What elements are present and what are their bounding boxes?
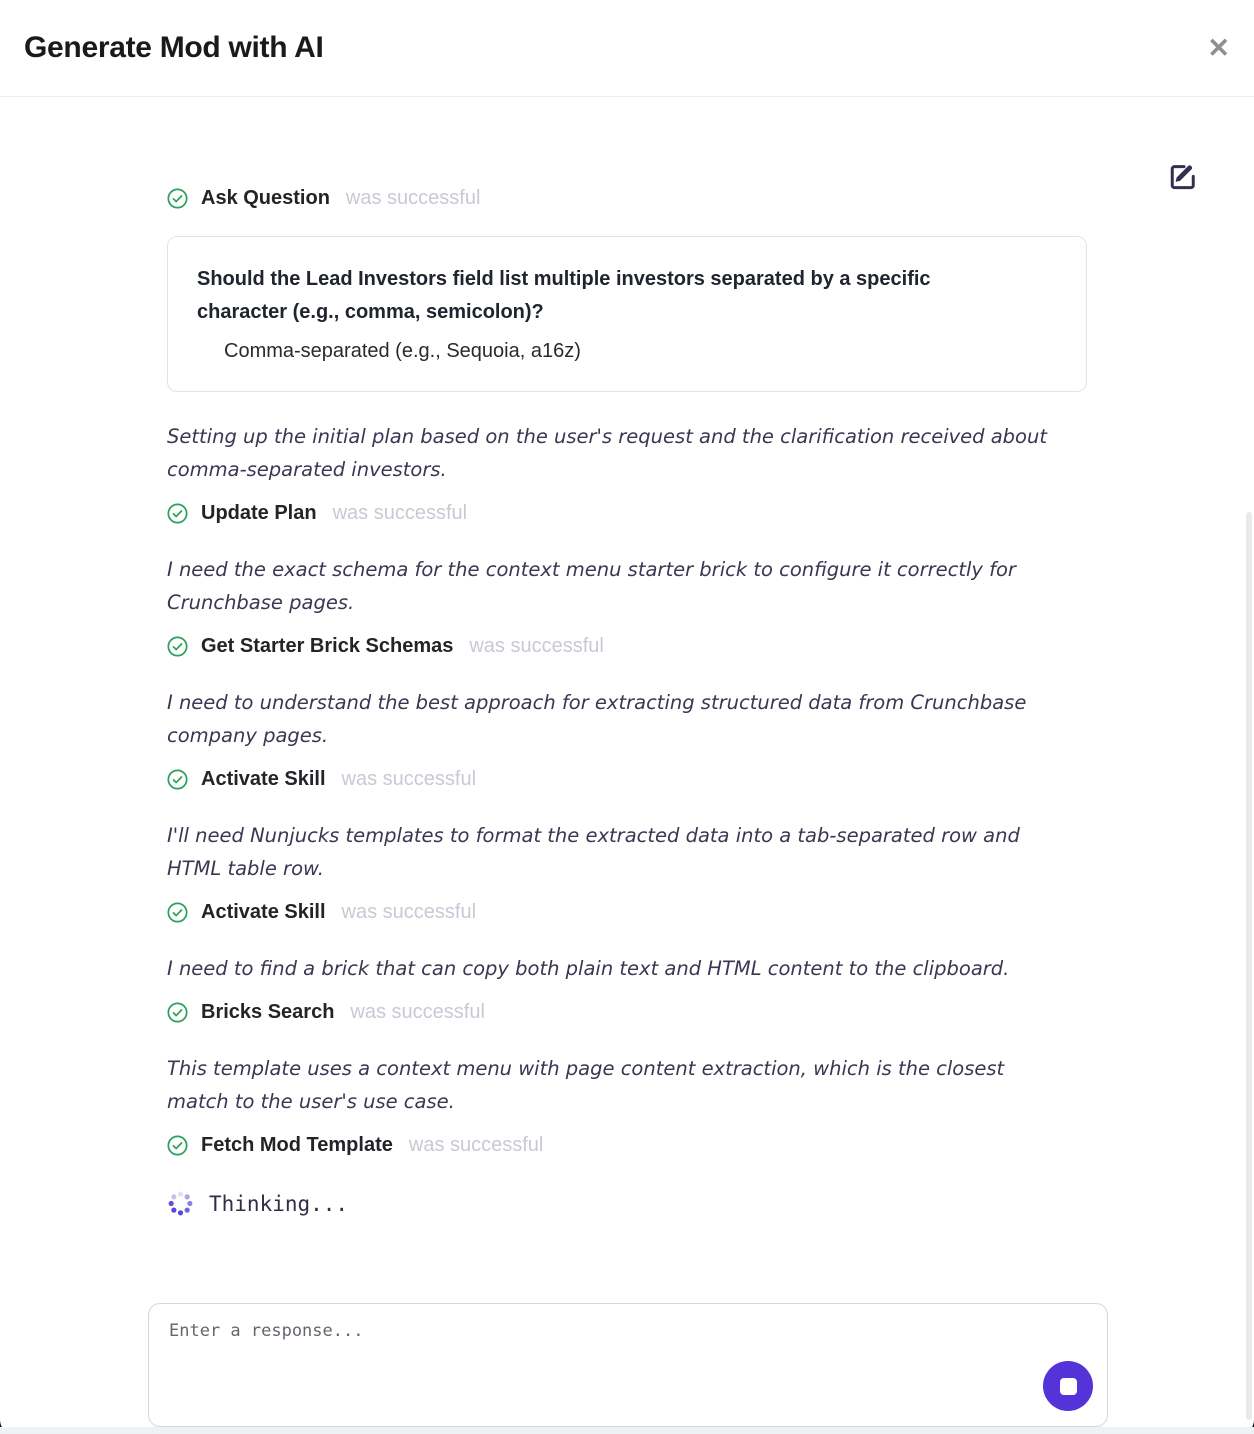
step-name: Activate Skill [201, 901, 326, 923]
thought-paragraph: I need to understand the best approach for extracting structured data from Crunchbase company pages. [167, 691, 1027, 747]
activity-log [167, 187, 1087, 1216]
spinner-icon [167, 1190, 194, 1217]
edit-button[interactable] [1168, 162, 1198, 192]
stop-button[interactable] [1043, 1361, 1093, 1411]
step-name: Get Starter Brick Schemas [201, 635, 454, 657]
step-status: was successful [345, 187, 481, 209]
modal-bottom-divider [0, 1427, 1254, 1434]
step-status: was successful [341, 768, 477, 790]
thought-paragraph: Setting up the initial plan based on the user's request and the clarification received about comma-separated investors. [167, 425, 1047, 481]
stop-icon [1060, 1378, 1077, 1395]
question-text: Should the Lead Investors field list multiple investors separated by a specific character (e.g., comma, semicolon)? [197, 268, 931, 323]
step-row-ask-question [167, 187, 1087, 210]
step-status: was successful [341, 901, 477, 923]
check-circle-icon [167, 902, 188, 923]
step-status: was successful [332, 502, 468, 524]
edit-pencil-square-icon [1168, 162, 1198, 192]
step-name: Ask Question [201, 187, 330, 209]
check-circle-icon [167, 636, 188, 657]
step-name: Update Plan [201, 502, 317, 524]
step-name: Bricks Search [201, 1001, 335, 1023]
check-circle-icon [167, 1135, 188, 1156]
check-circle-icon [167, 769, 188, 790]
step-row-bricks-search [167, 1001, 1087, 1024]
step-name: Activate Skill [201, 768, 326, 790]
response-input[interactable] [149, 1304, 1107, 1426]
step-row-get-starter-brick-schemas [167, 635, 1087, 658]
check-circle-icon [167, 188, 188, 209]
thinking-row [167, 1190, 1087, 1217]
scrollbar-thumb[interactable] [1246, 512, 1252, 1420]
step-status: was successful [350, 1001, 485, 1023]
step-status: was successful [469, 635, 604, 657]
check-circle-icon [167, 1002, 188, 1023]
step-row-update-plan [167, 502, 1087, 525]
thought-paragraph: I need to find a brick that can copy both plain text and HTML content to the clipboard. [167, 957, 1010, 980]
thinking-label: Thinking... [209, 1191, 349, 1216]
step-status: was successful [408, 1134, 544, 1156]
question-card [167, 236, 1087, 392]
answer-text: Comma-separated (e.g., Sequoia, a16z) [224, 340, 581, 362]
step-name: Fetch Mod Template [201, 1134, 393, 1156]
thought-paragraph: I'll need Nunjucks templates to format the extracted data into a tab-separated row and HTML table row. [167, 824, 1020, 880]
step-row-activate-skill-2 [167, 901, 1087, 924]
close-icon[interactable]: ✕ [1207, 32, 1230, 63]
thought-paragraph: I need the exact schema for the context menu starter brick to configure it correctly for Crunchbase pages. [167, 558, 1016, 614]
response-input-container [148, 1303, 1108, 1427]
thought-paragraph: This template uses a context menu with page content extraction, which is the closest match to the user's use case. [167, 1057, 1005, 1113]
check-circle-icon [167, 503, 188, 524]
step-row-activate-skill [167, 768, 1087, 791]
modal-header [0, 0, 1254, 97]
step-row-fetch-mod-template [167, 1134, 1087, 1157]
page-title: Generate Mod with AI [24, 31, 324, 64]
